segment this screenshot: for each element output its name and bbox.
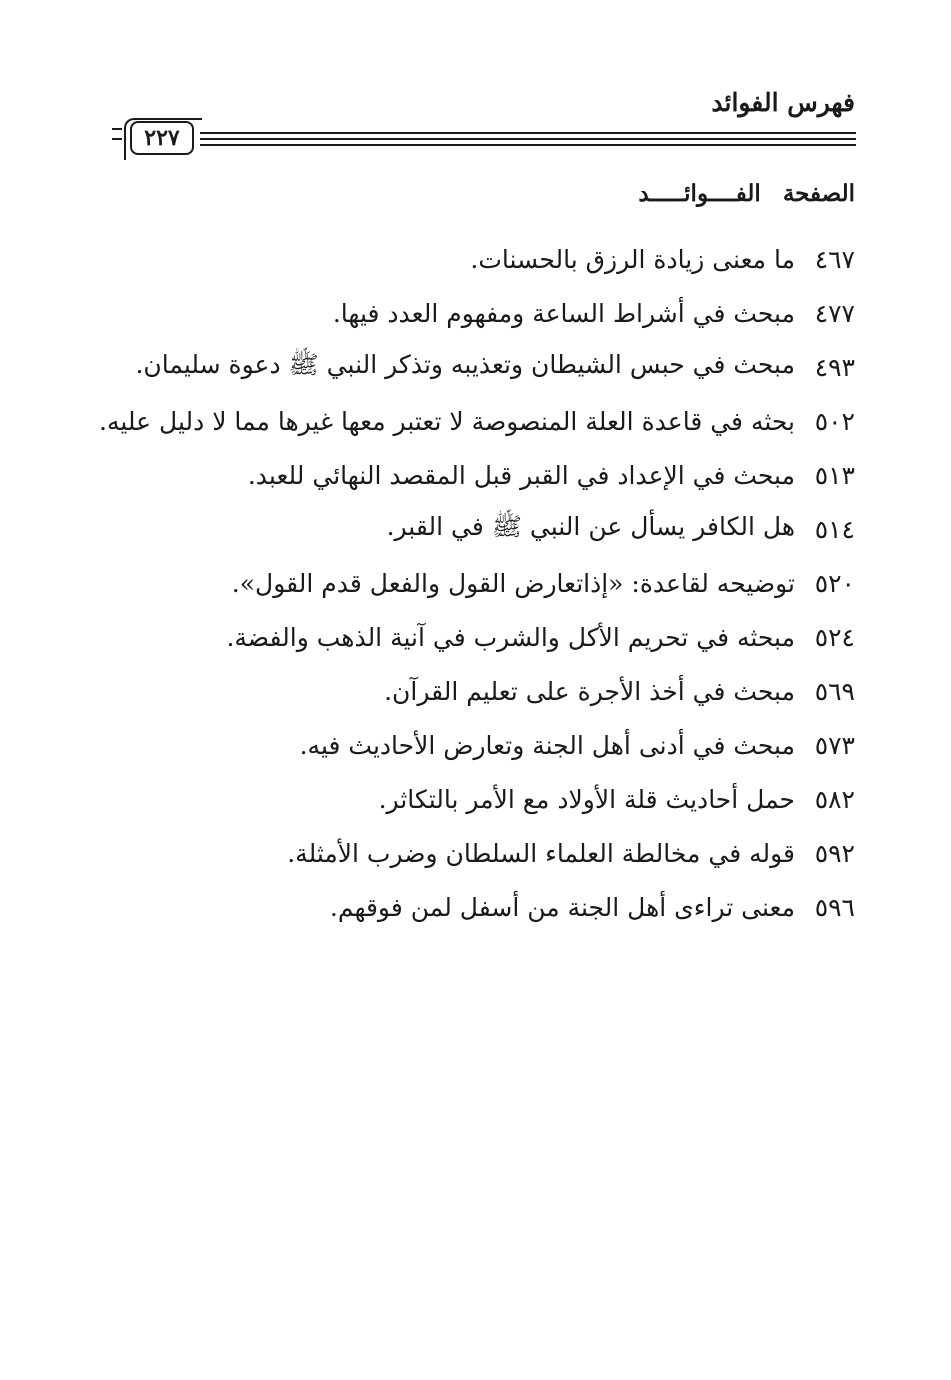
entry-page-number: ٥٩٦ [814, 892, 855, 922]
index-entry [135, 826, 855, 880]
index-entry [135, 880, 855, 934]
entry-text: قوله في مخالطة العلماء السلطان وضرب الأمثلة. [287, 838, 795, 868]
entry-text: معنى تراءى أهل الجنة من أسفل لمن فوقهم. [329, 892, 795, 922]
entry-page-number: ٤٩٣ [814, 352, 855, 382]
entry-page-number: ٤٧٧ [814, 298, 855, 328]
index-entry [135, 664, 855, 718]
index-entry [135, 232, 855, 286]
index-entry [135, 448, 855, 502]
index-entry [135, 286, 855, 340]
entry-text: بحثه في قاعدة العلة المنصوصة لا تعتبر معها غيرها مما لا دليل عليه. [99, 406, 795, 436]
index-entry-list [99, 232, 855, 934]
entry-page-number: ٥٢٠ [814, 568, 855, 598]
entry-text: مبحث في الإعداد في القبر قبل المقصد النهائي للعبد. [247, 460, 795, 490]
entry-text: مبحث في أدنى أهل الجنة وتعارض الأحاديث فيه. [299, 730, 795, 760]
index-entry [135, 610, 855, 664]
entry-text: مبحث في حبس الشيطان وتعذيبه وتذكر النبي ﷺ دعوة سليمان. [135, 349, 795, 379]
entry-page-number: ٥٧٣ [814, 730, 855, 760]
entry-text: مبحث في أخذ الأجرة على تعليم القرآن. [384, 676, 795, 706]
benefits-column-heading: الفــــوائـــــد [638, 180, 761, 207]
entry-page-number: ٥٢٤ [814, 622, 855, 652]
entry-text: ما معنى زيادة الرزق بالحسنات. [470, 244, 795, 274]
running-header-title: فهرس الفوائد [711, 88, 855, 117]
page-column-heading: الصفحة [782, 180, 855, 207]
entry-text: حمل أحاديث قلة الأولاد مع الأمر بالتكاثر. [378, 784, 795, 814]
column-headings [638, 180, 855, 207]
header-rule [112, 118, 856, 158]
rule-end-ornament [112, 128, 122, 140]
entry-page-number: ٥١٣ [814, 460, 855, 490]
entry-page-number: ٥٨٢ [814, 784, 855, 814]
entry-page-number: ٥١٤ [814, 514, 855, 544]
entry-text: مبحث في أشراط الساعة ومفهوم العدد فيها. [332, 298, 795, 328]
entry-page-number: ٤٦٧ [814, 244, 855, 274]
entry-page-number: ٥٩٢ [814, 838, 855, 868]
index-entry [135, 502, 855, 556]
entry-text: مبحثه في تحريم الأكل والشرب في آنية الذهب والفضة. [226, 622, 795, 652]
entry-text: هل الكافر يسأل عن النبي ﷺ في القبر. [386, 511, 795, 541]
index-entry [135, 340, 855, 394]
header-rule-line [200, 144, 856, 146]
header-rule-line [200, 138, 856, 140]
entry-page-number: ٥٠٢ [814, 406, 855, 436]
index-entry [135, 772, 855, 826]
page-number-badge: ٢٢٧ [130, 121, 194, 155]
entry-text: توضيحه لقاعدة: «إذاتعارض القول والفعل قدم القول». [231, 568, 795, 598]
index-entry [99, 394, 855, 448]
index-entry [135, 718, 855, 772]
entry-page-number: ٥٦٩ [814, 676, 855, 706]
header-rule-line [200, 132, 856, 134]
index-entry [135, 556, 855, 610]
